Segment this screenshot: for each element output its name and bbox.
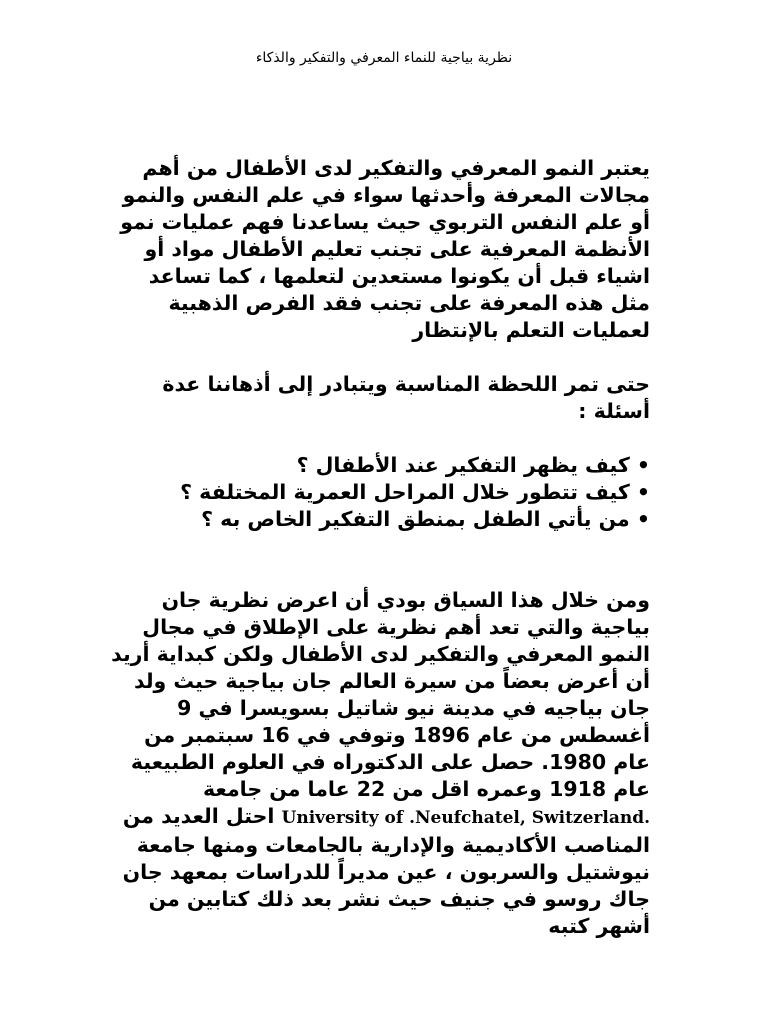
page-title: نظرية بياجية للنماء المعرفي والتفكير والذكاء <box>255 50 513 66</box>
list-item <box>110 452 650 479</box>
document-body <box>110 155 650 940</box>
bullet-icon: • <box>636 480 650 504</box>
biography-text-continued: احتل العديد من المناصب الأكاديمية والإدارية بالجامعات ومنها جامعة نيوشتيل والسربون ، عين مديراً للدراسات بمعهد جان جاك روسو في جنيف حيث نشر بعد ذلك كتابين من أشهر كتبه <box>122 804 650 938</box>
biography-text: ومن خلال هذا السياق بودي أن اعرض نظرية جان بياجية والتي تعد أهم نظرية على الإطلاق في مجال النمو المعرفي والتفكير لدى الأطفال ولكن كبداية أريد أن أعرض بعضاً من سيرة العالم جان بياجية حيث ولد جان بياجيه في مدينة نيو شاتيل بسويسرا في 9 أغسطس من عام 1896 وتوفي في 16 سبتمبر من عام 1980. حصل على الدكتوراه في العلوم الطبيعية عام 1918 وعمره اقل من 22 عاما من جامعة <box>111 588 650 801</box>
question-text: كيف تتطور خلال المراحل العمرية المختلفة ؟ <box>180 480 630 504</box>
list-item <box>110 479 650 506</box>
question-text: من يأتي الطفل بمنطق التفكير الخاص به ؟ <box>201 507 630 531</box>
paragraph-intro: يعتبر النمو المعرفي والتفكير لدى الأطفال من أهم مجالات المعرفة وأحدثها سواء في علم النفس والنمو أو علم النفس التربوي حيث يساعدنا فهم عمليات نمو الأنظمة المعرفية على تجنب تعليم الأطفال مواد أو اشياء قبل أن يكونوا مستعدين لتعلمها ، كما تساعد مثل هذه المعرفة على تجنب فقد الفرص الذهبية لعمليات التعلم بالإنتظار <box>120 156 650 342</box>
paragraph-biography <box>110 587 650 940</box>
question-text: كيف يظهر التفكير عند الأطفال ؟ <box>296 453 630 477</box>
bullet-icon: • <box>636 507 650 531</box>
paragraph-questions-intro: حتى تمر اللحظة المناسبة ويتبادر إلى أذهاننا عدة أسئلة : <box>162 372 650 423</box>
questions-list <box>110 452 650 533</box>
university-name: University of .Neufchatel, Switzerland. <box>281 808 650 828</box>
list-item <box>110 506 650 533</box>
bullet-icon: • <box>636 453 650 477</box>
